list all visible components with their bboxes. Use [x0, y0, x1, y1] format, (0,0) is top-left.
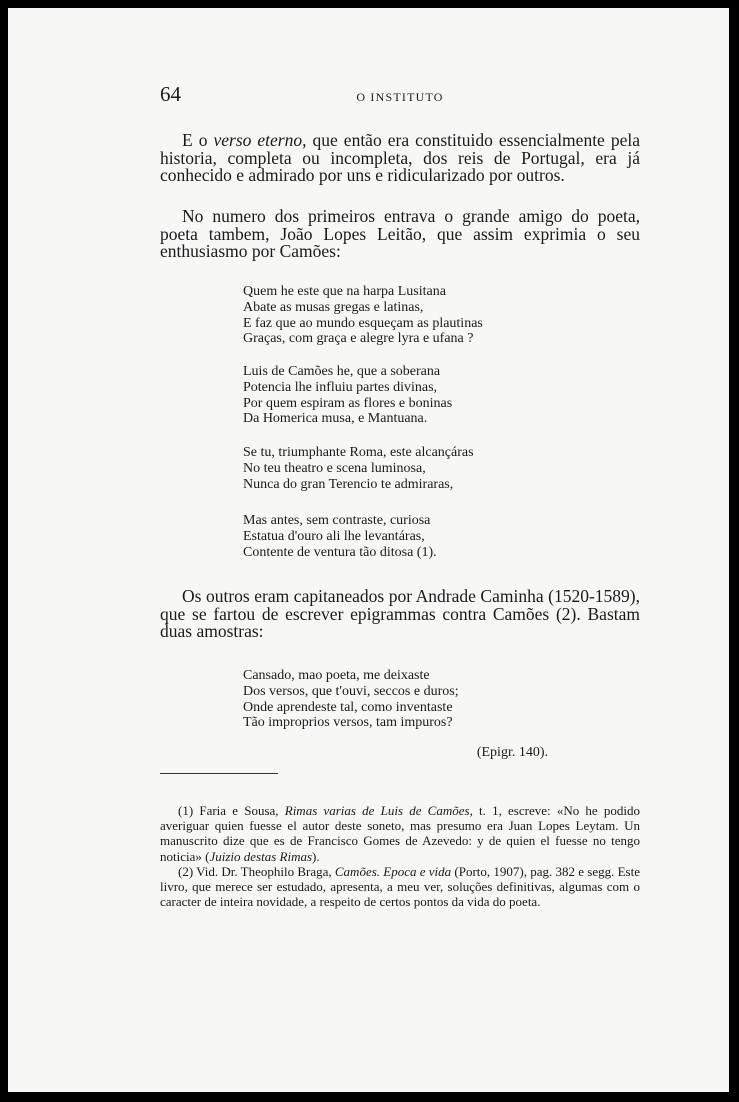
verse-line: Luis de Camões he, que a soberana: [243, 364, 441, 379]
verse-line: Por quem espiram as flores e boninas: [243, 395, 453, 411]
sonnet-stanza-4: [243, 513, 563, 560]
paragraph-1-lead: E o: [182, 130, 214, 150]
verse-line: Graças, com graça e alegre lyra e ufana ?: [243, 331, 474, 347]
footnote-2: [160, 864, 640, 910]
footnotes: [160, 803, 640, 909]
paragraph-1-italic: verso eterno,: [213, 130, 307, 150]
verse-line: Tão improprios versos, tam impuros?: [243, 715, 453, 731]
book-page: [8, 8, 729, 1092]
footnote-1-a: (1) Faria e Sousa,: [178, 803, 285, 818]
verse-line: Mas antes, sem contraste, curiosa: [243, 513, 431, 528]
page-number: 64: [160, 82, 181, 106]
verse-line: Dos versos, que t'ouvi, seccos e duros;: [243, 683, 459, 699]
verse-line: Onde aprendeste tal, como inventaste: [243, 699, 453, 715]
sonnet-stanza-2: [243, 364, 563, 427]
paragraph-1: [160, 132, 640, 185]
epigram: [243, 668, 563, 731]
verse-line: Da Homerica musa, e Mantuana.: [243, 411, 428, 427]
verse-line: Abate as musas gregas e latinas,: [243, 299, 424, 315]
verse-line: No teu theatro e scena luminosa,: [243, 460, 426, 476]
epigram-citation: (Epigr. 140).: [476, 745, 548, 760]
footnote-1-b: Rimas varias de Luis de Camões,: [284, 803, 473, 818]
paragraph-2: No numero dos primeiros entrava o grande amigo do poeta, poeta tambem, João Lopes Leitão, que assim exprimia o seu enthusiasmo por Camões:: [160, 206, 640, 261]
footnote-1: [160, 803, 640, 864]
verse-line: Cansado, mao poeta, me deixaste: [243, 668, 430, 683]
verse-line: Potencia lhe influiu partes divinas,: [243, 379, 438, 395]
sonnet-stanza-1: [243, 284, 563, 347]
footnote-1-c: t. 1, escreve: «No he podido averiguar quien fuesse el autor deste soneto, mas presumo era Juan Lopes Leytam. Un manuscrito dize que es de Francisco Gomes de Azevedo: y de quien el fuesse no tengo noticia» (: [160, 803, 640, 864]
verse-line: Quem he este que na harpa Lusitana: [243, 284, 446, 299]
verse-line: Estatua d'ouro ali lhe levantáras,: [243, 528, 425, 544]
footnote-1-e: ).: [312, 848, 320, 864]
running-title: O INSTITUTO: [356, 90, 444, 104]
sonnet-stanza-3: [243, 445, 563, 492]
footnote-rule: [160, 773, 278, 774]
verse-line: Contente de ventura tão ditosa (1).: [243, 544, 437, 560]
footnote-2-a: (2) Vid. Dr. Theophilo Braga,: [178, 863, 335, 879]
footnote-2-c: (Porto, 1907), pag. 382 e segg. Este livro, que merece ser estudado, apresenta, a meu ver, soluções definitivas, algumas com o caracter de inteira novidade, a respeito de certos pontos da vida do poeta.: [160, 863, 640, 910]
paragraph-1-rest: que então era constituido essencialmente pela historia, completa ou incompleta, dos reis de Portugal, era já conhecido e admirado por uns e ridicularizado por outros.: [160, 130, 640, 185]
paragraph-3: Os outros eram capitaneados por Andrade Caminha (1520-1589), que se fartou de escrever epigrammas contra Camões (2). Bastam duas amostras:: [160, 586, 640, 641]
footnote-2-b: Camões. Epoca e vida: [334, 863, 452, 879]
page-header: [160, 82, 640, 112]
footnote-1-d: Juizio destas Rimas: [209, 848, 313, 864]
verse-line: E faz que ao mundo esqueçam as plautinas: [243, 315, 483, 331]
verse-line: Se tu, triumphante Roma, este alcançáras: [243, 445, 474, 460]
verse-line: Nunca do gran Terencio te admiraras,: [243, 476, 454, 492]
